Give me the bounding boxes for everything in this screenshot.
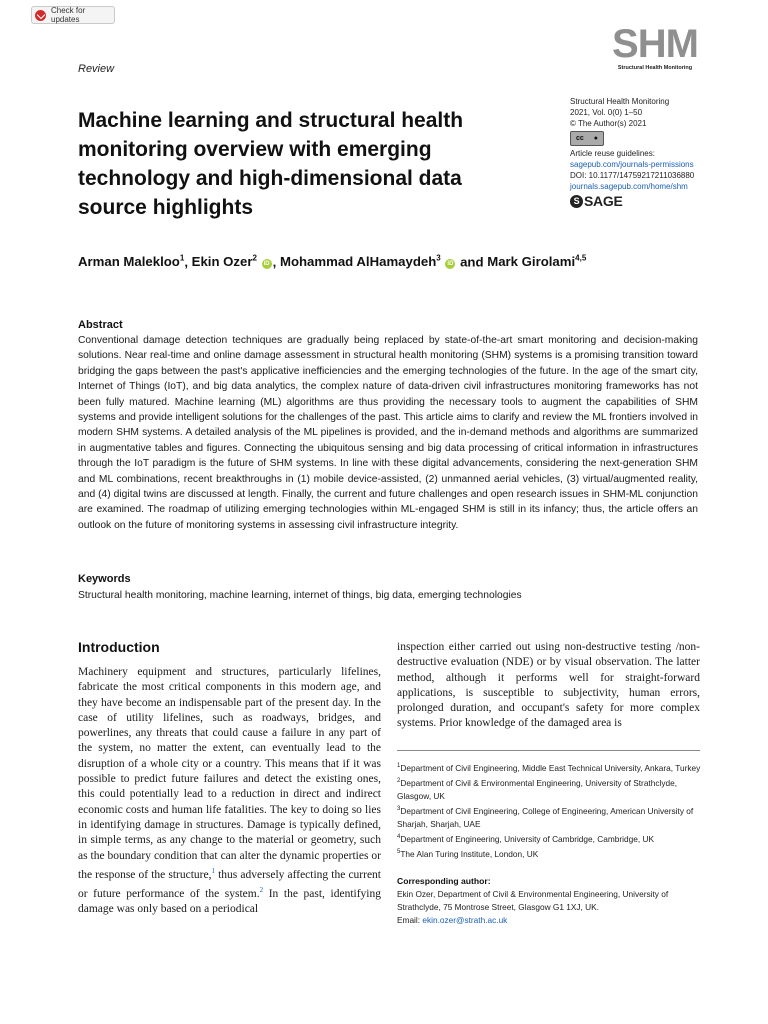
corresponding-author-email-line: Email: ekin.ozer@strath.ac.uk	[397, 915, 508, 926]
footnote-divider	[397, 750, 700, 751]
reference-link[interactable]: 1	[211, 866, 215, 875]
author[interactable]: Mark Girolami$^{4,5}$	[487, 254, 587, 270]
publisher-name: SAGE	[584, 193, 623, 209]
attribution-icon: ●	[593, 135, 598, 142]
journal-issue: 2021, Vol. 0(0) 1–50	[570, 108, 643, 117]
reference-link[interactable]: 2	[259, 885, 264, 894]
doi[interactable]: DOI: 10.1177/14759217211036880	[570, 171, 695, 180]
orcid-icon[interactable]: iD	[447, 261, 454, 268]
journal-meta	[570, 96, 750, 208]
email-link[interactable]: ekin.ozer@strath.ac.uk	[422, 915, 508, 926]
sage-icon: S	[570, 195, 583, 208]
corresponding-author-details	[397, 888, 707, 928]
article-title: Machine learning and structural health monitoring overview with emerging technology and high-dimensional data source highlights	[78, 109, 464, 219]
creative-commons-icon	[570, 131, 604, 146]
abstract-text: Conventional damage detection techniques are gradually being replaced by state-of-the-art smart monitoring and decision-making solutions. Near real-time and online damage assessment in structural health monitoring (SHM) systems is a promising transition toward bridging the gaps between the past's applicative inefficiencies and the emerging technologies of the future. In the age of the smart city, Internet of Things (IoT), and big data analytics, the complex nature of data-driven civil infrastructures monitoring frameworks has not been fully matured. Machine learning (ML) algorithms are thus providing the necessary tools to augment the capabilities of SHM systems and provide intelligent solutions for the challenges of the past. This article aims to clarify and review the ML frontiers involved in modern SHM systems. A detailed analysis of the ML pipelines is provided, and the in-demand methods and algorithms are summarized in augmentative tables and figures. Connecting the ubiquitous sensing and big data processing of critical information in infrastructures through the IoT paradigm is the future of SHM systems. In line with these digital advancements, considering the next-generation SHM and ML combinations, recent breakthroughs in (1) mobile device-assisted, (2) unmanned aerial vehicles, (3) virtual/augmented reality, and (4) digital twins are discussed at length. Finally, the current and future challenges and open research issues in SHM-ML conjunction are examined. The roadmap of utilizing emerging technologies within ML-engaged SHM is still in its infancy; thus, the article offers an outlook on the future of monitoring systems in assessing civil infrastructure integrity.	[78, 335, 698, 531]
check-for-updates-button[interactable]	[31, 6, 115, 24]
corresponding-author-address: Ekin Ozer, Department of Civil & Environmental Engineering, University of Strathclyde, 75 Montrose Street, Glasgow G1 1XJ, UK.	[397, 889, 669, 913]
affiliation-item: $^1$Department of Civil Engineering, Middle East Technical University, Ankara, Turkey	[397, 762, 701, 773]
journal-logo-text: SHM	[612, 22, 698, 66]
affiliations	[397, 760, 707, 861]
author[interactable]: Ekin Ozer$^2$	[191, 254, 257, 270]
check-for-updates-label: Check for updates	[51, 6, 86, 24]
author-list: Arman Malekloo$^1$, Ekin Ozer$^2$ iD , Mohammad AlHamaydeh$^3$ iD and Mark Girolami$^{4,5}$	[78, 254, 587, 270]
keywords-heading: Keywords	[78, 573, 131, 585]
article-type: Review	[78, 63, 115, 75]
journal-link[interactable]: journals.sagepub.com/home/shm	[570, 182, 688, 191]
cc-label: cc	[575, 135, 584, 142]
copyright: © The Author(s) 2021	[570, 119, 647, 128]
publisher-logo	[570, 195, 750, 208]
affiliation-item: $^5$The Alan Turing Institute, London, UK	[397, 849, 539, 860]
introduction-left-column: Machinery equipment and structures, particularly lifelines, fabricate the most critical components in this modern age, and they have become an indispensable part of the present day. In the case of utility lifelines, such as roadways, bridges, and powerlines, any threats that could cause a failure in any part of the system, no matter the extent, can eventually lead to the disruption of a whole city or a country. This means that if it was possible to predict future failures and detect the existing ones, this could potentially lead to a reduction in direct and indirect economic costs and human life fatalities. The key to doing so lies in identifying damage in structures. Damage is typically defined, in simple terms, as any change to the material or geometry, such as the boundary condition that can alter the dynamic properties or the response of the structure,$^1$ thus adversely affecting the current or future performance of the system.$^2$ In the past, identifying damage was only based on a periodical	[78, 666, 382, 916]
keywords-text: Structural health monitoring, machine learning, internet of things, big data, emerging technologies	[78, 590, 522, 601]
introduction-right-column: inspection either carried out using non-destructive testing /non-destructive evaluation (NDE) or by visual observation. The latter method, although it performs well for straight-forward applications, is susceptible to subjectivity, human errors, prolonged duration, and occupant's safety for more complex systems. Prior knowledge of the damaged area is	[397, 641, 700, 730]
introduction-heading: Introduction	[78, 639, 160, 655]
corresponding-author-heading: Corresponding author:	[397, 876, 491, 886]
journal-logo-subtitle: Structural Health Monitoring	[617, 65, 693, 71]
orcid-icon[interactable]: iD	[263, 261, 270, 268]
author[interactable]: Arman Malekloo$^1$	[78, 254, 185, 270]
reuse-link[interactable]: sagepub.com/journals-permissions	[570, 160, 694, 169]
journal-logo	[612, 24, 698, 71]
update-check-icon	[35, 10, 46, 21]
affiliation-item: $^4$Department of Engineering, University of Cambridge, Cambridge, UK	[397, 834, 654, 845]
journal-name: Structural Health Monitoring	[570, 97, 670, 106]
creative-commons-badge[interactable]	[570, 131, 750, 146]
affiliation-item: $^2$Department of Civil & Environmental Engineering, University of Strathclyde, Glasgow, UK	[397, 777, 678, 801]
author[interactable]: Mohammad AlHamaydeh$^3$	[279, 254, 441, 270]
abstract-heading: Abstract	[78, 319, 123, 331]
affiliation-item: $^3$Department of Civil Engineering, College of Engineering, American University of Sharjah, Sharjah, UAE	[397, 805, 694, 830]
reuse-label: Article reuse guidelines:	[570, 149, 655, 158]
